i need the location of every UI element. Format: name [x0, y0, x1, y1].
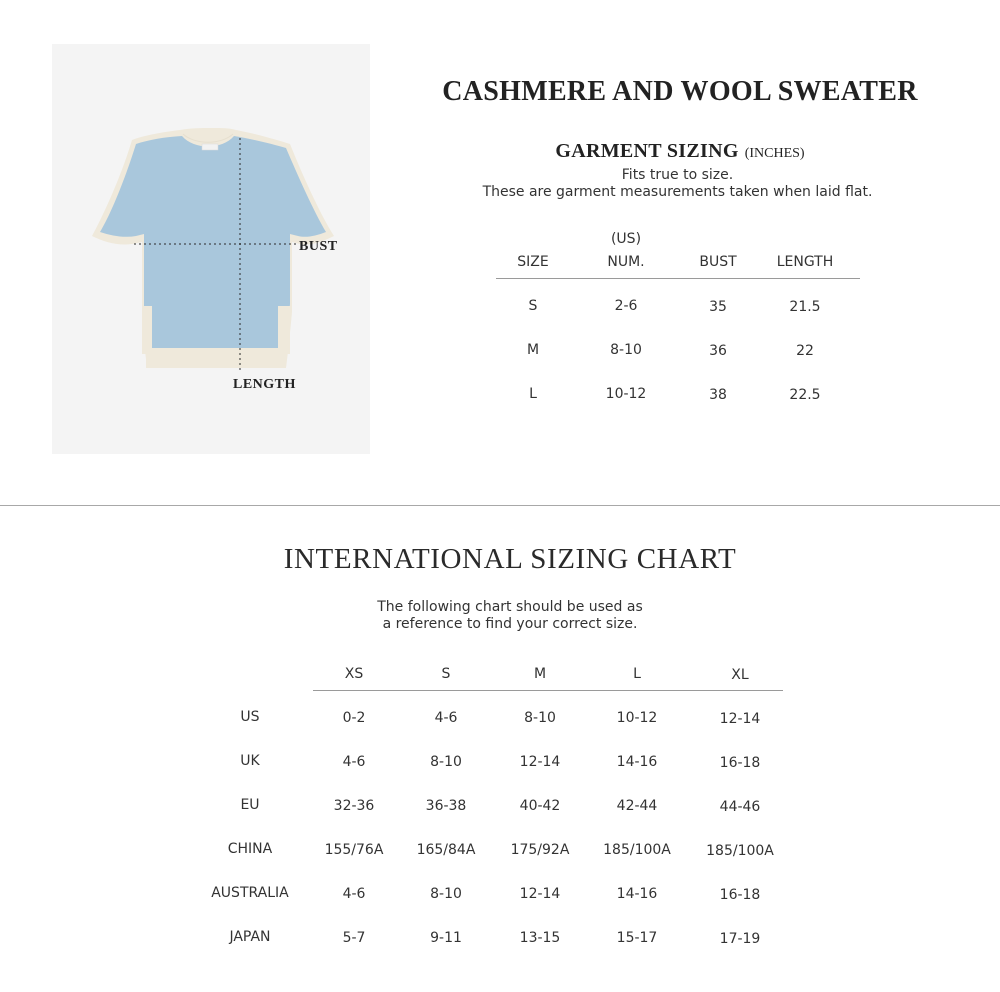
garment-sizing-title: GARMENT SIZING — [555, 140, 739, 162]
garment-sizing-unit: (INCHES) — [744, 146, 805, 161]
row-s-length: 21.5 — [789, 299, 821, 315]
row-l-bust: 38 — [709, 387, 727, 403]
row-s-bust: 35 — [709, 299, 727, 315]
intl-cell: 14-16 — [616, 754, 658, 770]
intl-row-label: CHINA — [227, 841, 273, 857]
row-s-size: S — [528, 298, 538, 314]
intl-cell: 8-10 — [430, 886, 462, 902]
flat-note: These are garment measurements taken when laid flat. — [482, 184, 873, 200]
intl-cell: 36-38 — [425, 798, 467, 814]
intl-note-line2: a reference to find your correct size. — [382, 616, 638, 632]
intl-col-xs: XS — [344, 666, 364, 682]
row-m-num: 8-10 — [610, 342, 642, 358]
header-num: NUM. — [607, 254, 645, 270]
intl-cell: 16-18 — [719, 755, 761, 771]
intl-row-label: EU — [240, 797, 260, 813]
garment-sizing-heading — [400, 140, 960, 163]
intl-cell: 4-6 — [434, 710, 458, 726]
intl-cell: 16-18 — [719, 887, 761, 903]
intl-col-l: L — [633, 666, 641, 682]
header-size: SIZE — [517, 254, 549, 270]
intl-cell: 8-10 — [430, 754, 462, 770]
intl-cell: 40-42 — [519, 798, 561, 814]
intl-chart-title: INTERNATIONAL SIZING CHART — [283, 543, 737, 575]
intl-cell: 4-6 — [342, 886, 366, 902]
intl-cell: 5-7 — [342, 930, 366, 946]
intl-cell: 42-44 — [616, 798, 658, 814]
intl-cell: 9-11 — [430, 930, 462, 946]
intl-cell: 12-14 — [519, 754, 561, 770]
intl-header-rule — [313, 690, 783, 691]
intl-cell: 14-16 — [616, 886, 658, 902]
bust-label: BUST — [299, 239, 338, 254]
garment-header-rule — [496, 278, 860, 279]
row-m-length: 22 — [796, 343, 814, 359]
intl-cell: 12-14 — [519, 886, 561, 902]
intl-cell: 13-15 — [519, 930, 561, 946]
intl-cell: 12-14 — [719, 711, 761, 727]
intl-cell: 44-46 — [719, 799, 761, 815]
row-l-size: L — [529, 386, 537, 402]
intl-cell: 17-19 — [719, 931, 761, 947]
intl-cell: 0-2 — [342, 710, 366, 726]
intl-cell: 8-10 — [524, 710, 556, 726]
intl-cell: 32-36 — [333, 798, 375, 814]
row-l-length: 22.5 — [789, 387, 821, 403]
intl-row-label: AUSTRALIA — [211, 885, 289, 901]
product-title: CASHMERE AND WOOL SWEATER — [442, 76, 918, 107]
intl-row-label: US — [240, 709, 260, 725]
intl-col-s: S — [441, 666, 451, 682]
header-bust: BUST — [699, 254, 737, 270]
row-s-num: 2-6 — [614, 298, 638, 314]
intl-cell: 185/100A — [603, 842, 671, 858]
intl-col-xl: XL — [731, 667, 749, 683]
fit-note: Fits true to size. — [621, 167, 734, 183]
intl-cell: 165/84A — [416, 842, 476, 858]
intl-row-label: UK — [240, 753, 260, 769]
intl-col-m: M — [533, 666, 547, 682]
intl-cell: 155/76A — [324, 842, 384, 858]
intl-cell: 4-6 — [342, 754, 366, 770]
intl-cell: 15-17 — [616, 930, 658, 946]
intl-row-label: JAPAN — [229, 929, 271, 945]
row-l-num: 10-12 — [605, 386, 647, 402]
header-num-top: (US) — [610, 231, 642, 247]
intl-cell: 10-12 — [616, 710, 658, 726]
section-divider — [0, 505, 1000, 506]
row-m-size: M — [526, 342, 540, 358]
length-label: LENGTH — [233, 377, 296, 392]
header-length: LENGTH — [776, 254, 834, 270]
row-m-bust: 36 — [709, 343, 727, 359]
intl-cell: 185/100A — [706, 843, 774, 859]
intl-cell: 175/92A — [510, 842, 570, 858]
intl-note-line1: The following chart should be used as — [377, 599, 643, 615]
